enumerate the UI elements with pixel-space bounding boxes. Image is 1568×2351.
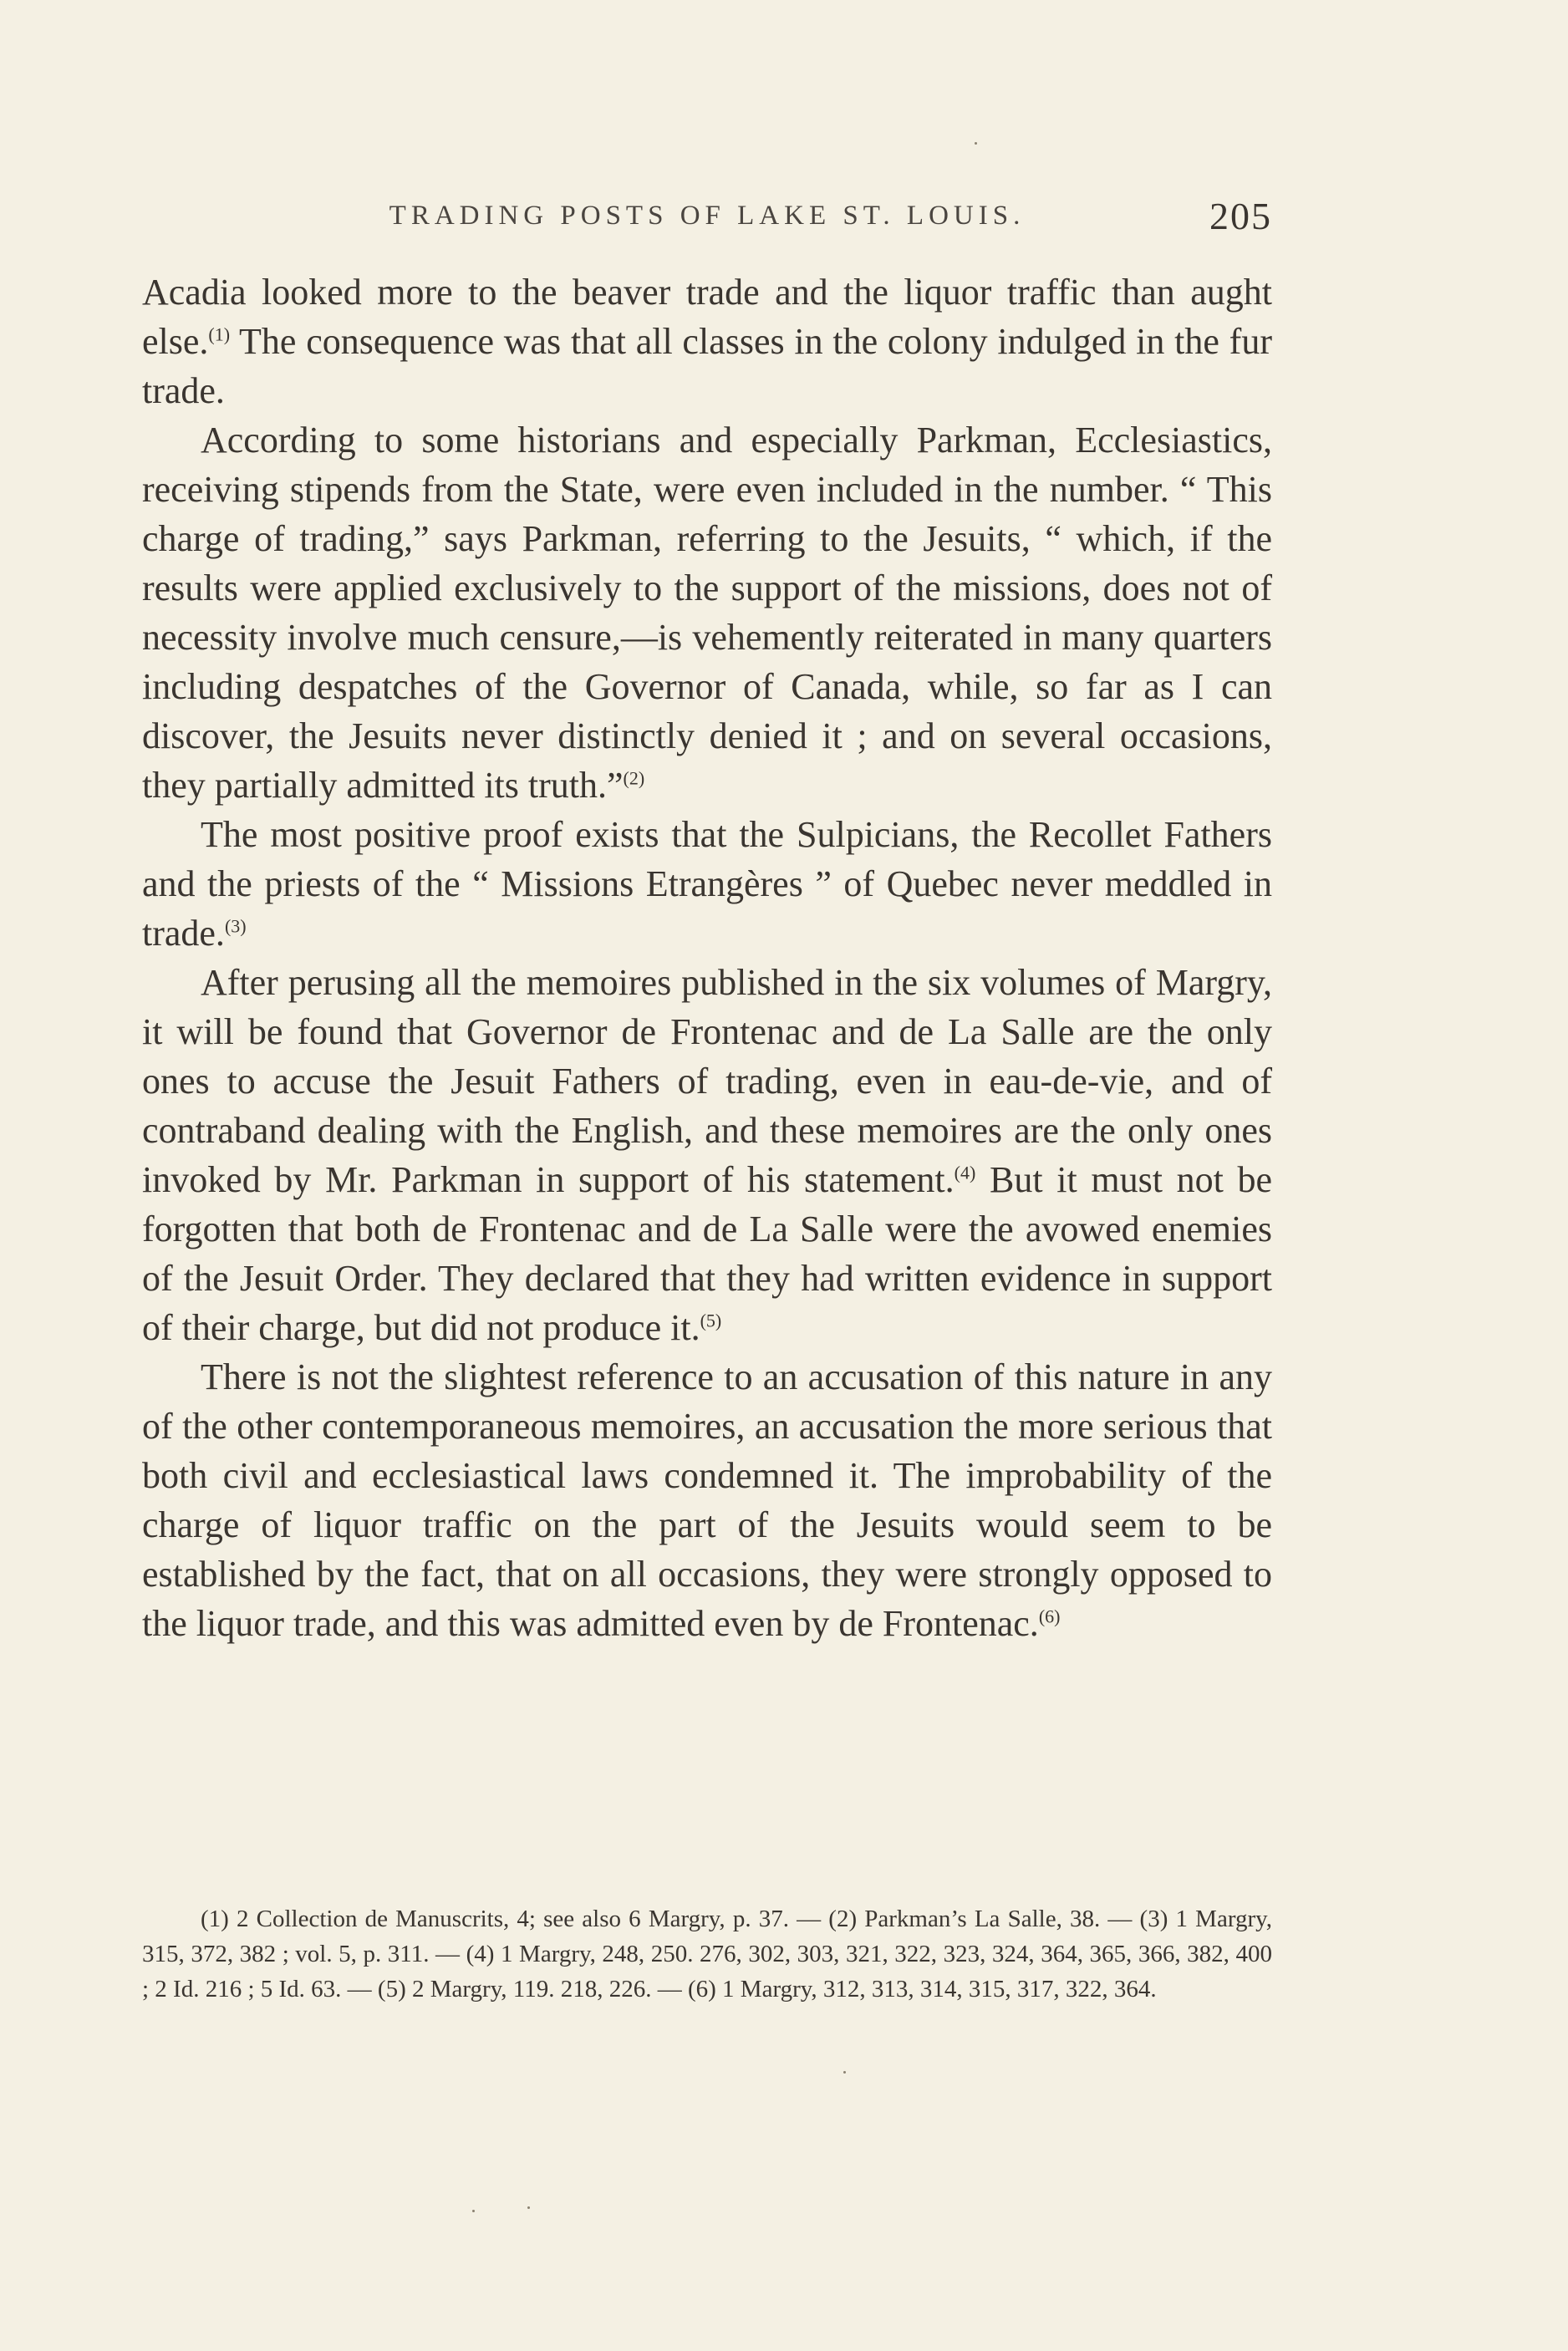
paragraph-2 [142, 415, 1272, 810]
footnote-ref-1: (1) [208, 323, 231, 345]
paper-speck [472, 2210, 475, 2212]
paragraph-text: After perusing all the memoires published in the six volumes of Margry, it will be found that Governor de Frontenac and de La Salle are the only ones to accuse the Jesuit Fathers of trading, even in eau-de-vie, and of contraband dealing with the English, and these memoires are the only ones invoked by Mr. Parkman in support of his statement. [142, 962, 1272, 1200]
body-text [142, 267, 1272, 1648]
paragraph-text: According to some historians and especially Parkman, Ecclesiastics, receiving stipends from the State, were even included in the number. “ This charge of trading,” says Parkman, referring to the Jesuits, “ which, if the results were applied exclusively to the support of the missions, does not of necessity involve much censure,—is vehemently reiterated in many quarters including despatches of the Governor of Canada, while, so far as I can discover, the Jesuits never distinctly denied it ; and on several occasions, they partially admitted its truth.” [142, 420, 1272, 806]
paragraph-4 [142, 958, 1272, 1352]
paragraph-text: Acadia looked more to the beaver trade and the liquor traffic than aught else. [142, 272, 1272, 362]
paragraph-text: There is not the slightest reference to an accusation of this nature in any of the other contemporaneous memoires, an accusation the more serious that both civil and ecclesiastical laws condemned it. The improbability of the charge of liquor traffic on the part of the Jesuits would seem to be established by the fact, that on all occasions, they were strongly opposed to the liquor trade, and this was admitted even by de Frontenac. [142, 1356, 1272, 1644]
paragraph-5 [142, 1352, 1272, 1648]
paper-speck [975, 142, 977, 145]
footnote-ref-2: (2) [623, 767, 645, 789]
paper-speck [527, 2206, 530, 2209]
paragraph-text: The consequence was that all classes in the colony indulged in the fur trade. [142, 321, 1272, 411]
paragraph-text: The most positive proof exists that the Sulpicians, the Recollet Fathers and the priests of the “ Missions Etrangères ” of Quebec never meddled in trade. [142, 814, 1272, 954]
paragraph-1 [142, 267, 1272, 415]
page-header [142, 194, 1272, 244]
page-number: 205 [1209, 195, 1272, 237]
footnote-ref-3: (3) [224, 915, 247, 937]
paper-speck [843, 2071, 846, 2074]
footnote-ref-4: (4) [954, 1162, 976, 1183]
paragraph-text: But it must not be forgotten that both de Frontenac and de La Salle were the avowed enemies of the Jesuit Order. They declared that they had written evidence in support of their charge, but did not produce it. [142, 1159, 1272, 1348]
footnotes [142, 1901, 1272, 2007]
footnote-ref-5: (5) [700, 1310, 722, 1331]
running-title: TRADING POSTS OF LAKE ST. LOUIS. [389, 201, 1026, 231]
footnote-text: (1) 2 Collection de Manuscrits, 4; see also 6 Margry, p. 37. — (2) Parkman’s La Salle, 38. — (3) 1 Margry, 315, 372, 382 ; vol. 5, p. 311. — (4) 1 Margry, 248, 250. 276, 302, 303, 321, 322, 323, 324, 364, 365, 366, 382, 400 ; 2 Id. 216 ; 5 Id. 63. — (5) 2 Margry, 119. 218, 226. — (6) 1 Margry, 312, 313, 314, 315, 317, 322, 364. [142, 1906, 1272, 2002]
paragraph-3 [142, 810, 1272, 958]
footnote-ref-6: (6) [1038, 1605, 1061, 1627]
